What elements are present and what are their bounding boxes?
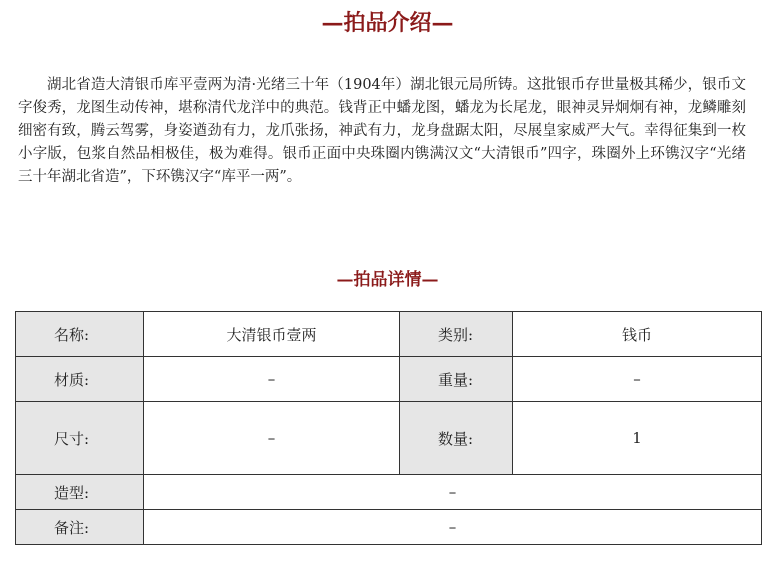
shape-label: 造型: [16,475,144,510]
category-value: 钱币 [513,312,762,357]
remark-value: – [144,510,762,545]
size-label: 尺寸: [16,402,144,475]
table-row [16,312,762,357]
intro-paragraph: 湖北省造大清银币库平壹两为清·光绪三十年（1904年）湖北银元局所铸。这批银币存世量极其稀少，银币文字俊秀，龙图生动传神，堪称清代龙洋中的典范。钱背正中蟠龙图，蟠龙为长尾龙，眼神灵异炯炯有神，龙鳞雕刻细密有致，腾云驾雾，身姿遒劲有力，龙爪张扬，神武有力，龙身盘踞太阳，尽展皇家威严大气。幸得征集到一枚小字版，包浆自然品相极佳，极为难得。银币正面中央珠圈内镌满汉文“大清银币”四字，珠圈外上环镌汉字“光绪三十年湖北省造”，下环镌汉字“库平一两”。 [18,77,746,185]
details-section-title: —拍品详情— [336,270,439,290]
weight-value: – [513,357,762,402]
table-row [16,357,762,402]
material-label: 材质: [16,357,144,402]
details-table [15,311,762,545]
table-row [16,402,762,475]
material-value: – [144,357,400,402]
table-row [16,510,762,545]
size-value: – [144,402,400,475]
quantity-label: 数量: [400,402,513,475]
weight-label: 重量: [400,357,513,402]
table-row [16,475,762,510]
name-value: 大清银币壹两 [144,312,400,357]
category-label: 类别: [400,312,513,357]
intro-section-title: —拍品介绍— [321,10,454,36]
shape-value: – [144,475,762,510]
quantity-value: 1 [513,402,762,475]
name-label: 名称: [16,312,144,357]
remark-label: 备注: [16,510,144,545]
